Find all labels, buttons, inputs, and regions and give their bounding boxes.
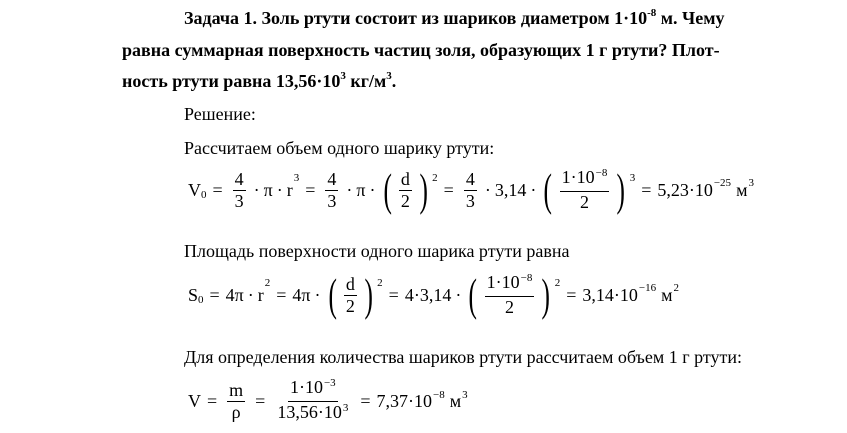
f3-frac-m-rho: $\frac{m}{\rho}$ xyxy=(229,380,244,422)
task-line3: ность ртути равна 13,56·10 xyxy=(122,71,341,91)
f3-frac-values: $\frac{1\cdot 10^{-3}}{13,56\cdot 10^3}$ xyxy=(277,377,349,422)
formula-volume-1g: V = $\frac{m}{\rho}$ = $\frac{1\cdot 10^{-3}}{13,56\cdot 10^3}$ = 7,37·10 −8 м 3 xyxy=(188,377,468,426)
task-exp: -8 xyxy=(647,7,657,19)
f1-frac-4-3c: $\frac{4}{3}$ xyxy=(465,168,475,211)
task-line3-unit: кг/м xyxy=(345,71,387,91)
task-exp-m3: 3 xyxy=(386,70,392,82)
f1-frac-4-3b: $\frac{4}{3}$ xyxy=(327,168,337,211)
f1-frac-4-3: $\frac{4}{3}$ xyxy=(234,168,244,211)
f1-lhs-sub: 0 xyxy=(201,189,207,201)
task-exp-3: 3 xyxy=(340,70,346,82)
f1-paren-num: ( $\frac{1\cdot 10^{-8}}{2}$ ) 3 xyxy=(543,164,636,215)
step1-text: Рассчитаем объем одного шарику ртути: xyxy=(184,138,495,158)
f2-paren-num: ( $\frac{1\cdot 10^{-8}}{2}$ ) 2 xyxy=(468,269,561,320)
task-line2: равна суммарная поверхность частиц золя, образующих 1 г ртути? Плот- xyxy=(122,39,720,60)
f1-paren-d2: ( $\frac{d}{2}$ ) 2 xyxy=(382,164,438,215)
f2-lhs: S xyxy=(188,284,199,305)
solution-label: Решение: xyxy=(184,104,256,124)
f2-result: 3,14·10 xyxy=(582,284,638,305)
f1-lhs: V xyxy=(188,179,201,200)
formula-surface-one: S 0 = 4π · r 2 = 4π · ( $\frac{d}{2}$ ) 2 = 4·3,14 · ( $\frac{1\cdot 10^{-8}}{2}$ ) 2 = 3,14·10 −16 м 2 xyxy=(188,269,679,320)
f3-result: 7,37·10 xyxy=(376,391,432,411)
task-line1: Задача 1. Золь ртути состоит из шариков диаметром 1·10 xyxy=(184,8,648,28)
task-statement xyxy=(122,3,762,98)
task-line1-tail: м. Чему xyxy=(656,8,725,28)
f3-lhs: V xyxy=(188,391,201,411)
f2-paren-d2: ( $\frac{d}{2}$ ) 2 xyxy=(327,269,383,320)
task-line3-end: . xyxy=(391,71,397,91)
f1-result: 5,23·10 xyxy=(657,179,713,200)
step3-text: Для определения количества шариков ртути рассчитаем объем 1 г ртути: xyxy=(184,347,743,367)
formula-volume-one: V 0 = $\frac{4}{3}$ · π · r 3 = $\frac{4}{3}$ · π · ( $\frac{d}{2}$ ) 2 = $\frac{4}{3}$ · 3,14 · ( $\frac{1\cdot 10^{-8}}{2}$ ) 3 = 5,23·10 −25 м 3 xyxy=(188,164,754,215)
step2-text: Площадь поверхности одного шарика ртути равна xyxy=(184,241,570,261)
